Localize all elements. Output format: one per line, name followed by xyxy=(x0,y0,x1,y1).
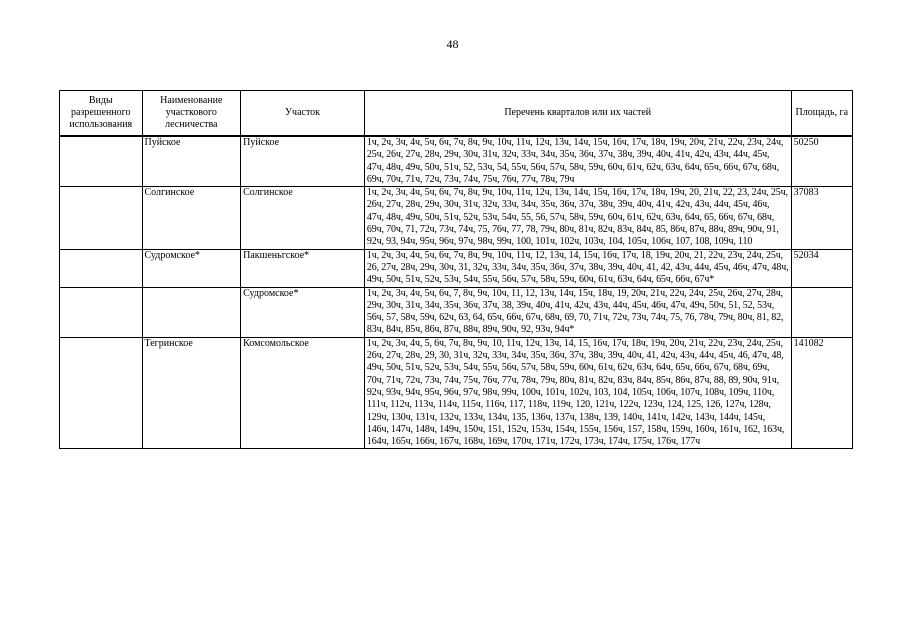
header-use-type: Виды разрешенного использования xyxy=(60,91,143,137)
cell-area: 50250 xyxy=(791,136,852,187)
cell-use-type xyxy=(60,287,143,337)
cell-forestry xyxy=(142,287,241,337)
cell-section: Солгинское xyxy=(241,187,365,249)
cell-use-type xyxy=(60,249,143,287)
cell-area: 141082 xyxy=(791,337,852,449)
table-row xyxy=(60,249,853,287)
cell-quarters: 1ч, 2ч, 3ч, 4ч, 5ч, 6ч, 7, 8ч, 9ч, 10ч, 11, 12, 13ч, 14ч, 15ч, 18ч, 19, 20ч, 21ч, 22ч, 24ч, 25ч, 26ч, 27ч, 28ч, 29ч, 30ч, 31ч, 34ч, 35ч, 36ч, 37ч, 38, 39ч, 40ч, 41ч, 42ч, 43ч, 44ч, 45ч, 46ч, 47ч, 49ч, 50ч, 51, 52, 53ч, 56ч, 57, 58ч, 59ч, 62ч, 63, 64, 65ч, 66ч, 67ч, 68ч, 69, 70, 71ч, 72ч, 73ч, 74ч, 75, 76, 78ч, 79ч, 80ч, 81, 82, 83ч, 84ч, 85ч, 86ч, 87ч, 88ч, 89ч, 90ч, 92, 93ч, 94ч* xyxy=(364,287,791,337)
cell-use-type xyxy=(60,136,143,187)
table-row xyxy=(60,287,853,337)
forest-quarters-table xyxy=(59,90,853,449)
header-section: Участок xyxy=(241,91,365,137)
cell-area: 52034 xyxy=(791,249,852,287)
table-row xyxy=(60,337,853,449)
cell-area: 37083 xyxy=(791,187,852,249)
cell-quarters: 1ч, 2ч, 3ч, 4ч, 5ч, 6ч, 7ч, 8ч, 9ч, 10ч, 11ч, 12, 13ч, 14, 15ч, 16ч, 17ч, 18, 19ч, 20ч, 21, 22ч, 23ч, 24ч, 25ч, 26, 27ч, 28ч, 29ч, 30ч, 31, 32ч, 33ч, 34ч, 35ч, 36ч, 37ч, 38ч, 39ч, 40ч, 41, 42, 43ч, 44ч, 45ч, 46ч, 47ч, 48ч, 49ч, 50ч, 51ч, 52ч, 53ч, 54ч, 55ч, 56ч, 57ч, 58ч, 59ч, 60ч, 61ч, 63ч, 64ч, 65ч, 66ч, 67ч* xyxy=(364,249,791,287)
cell-forestry: Тегринское xyxy=(142,337,241,449)
cell-use-type xyxy=(60,187,143,249)
page-number: 48 xyxy=(446,37,459,51)
cell-section: Комсомольское xyxy=(241,337,365,449)
cell-section: Пакшеньгское* xyxy=(241,249,365,287)
cell-area xyxy=(791,287,852,337)
cell-forestry: Судромское* xyxy=(142,249,241,287)
header-forestry: Наименование участкового лесничества xyxy=(142,91,241,137)
cell-quarters: 1ч, 2ч, 3ч, 4ч, 5, 6ч, 7ч, 8ч, 9ч, 10, 11ч, 12ч, 13ч, 14, 15, 16ч, 17ч, 18ч, 19ч, 20ч, 21ч, 22ч, 23ч, 24ч, 25ч, 26ч, 27ч, 28ч, 29, 30, 31ч, 32ч, 33ч, 34ч, 35ч, 36ч, 37ч, 38ч, 39ч, 40ч, 41, 42ч, 43ч, 44ч, 45ч, 46, 47ч, 48, 49ч, 50ч, 51ч, 52ч, 53ч, 54ч, 55ч, 56ч, 57ч, 58ч, 59ч, 60ч, 61ч, 62ч, 63ч, 64ч, 65ч, 66ч, 67ч, 68ч, 69ч, 70ч, 71ч, 72ч, 73ч, 74ч, 75ч, 76ч, 77ч, 78ч, 79ч, 80ч, 81ч, 82ч, 83ч, 84ч, 85ч, 86ч, 87ч, 88, 89, 90ч, 91ч, 92ч, 93ч, 94ч, 95ч, 96ч, 97ч, 98ч, 99ч, 100ч, 101ч, 102ч, 103, 104, 105ч, 106ч, 107ч, 108ч, 109ч, 110ч, 111ч, 112ч, 113ч, 114ч, 115ч, 116ч, 117, 118ч, 119ч, 120, 121ч, 122ч, 123ч, 124, 125, 126, 127ч, 128ч, 129ч, 130ч, 131ч, 132ч, 133ч, 134ч, 135, 136ч, 137ч, 138ч, 139, 140ч, 141ч, 142ч, 143ч, 144ч, 145ч, 146ч, 147ч, 148ч, 149ч, 150ч, 151, 152ч, 153ч, 154ч, 155ч, 156ч, 157, 158ч, 159ч, 160ч, 161ч, 162, 163ч, 164ч, 165ч, 166ч, 167ч, 168ч, 169ч, 170ч, 171ч, 172ч, 173ч, 174ч, 175ч, 176ч, 177ч xyxy=(364,337,791,449)
cell-forestry: Пуйское xyxy=(142,136,241,187)
cell-quarters: 1ч, 2ч, 3ч, 4ч, 5ч, 6ч, 7ч, 8ч, 9ч, 10ч, 11ч, 12ч, 13ч, 14ч, 15ч, 16ч, 17ч, 18ч, 19ч, 20, 21ч, 22, 23, 24ч, 25ч, 26ч, 27ч, 28ч, 29ч, 30ч, 31ч, 32ч, 33ч, 34ч, 35ч, 36ч, 37ч, 38ч, 39ч, 40ч, 41ч, 42ч, 43ч, 44ч, 45ч, 46ч, 47ч, 48ч, 49ч, 50ч, 51ч, 52ч, 53ч, 54ч, 55, 56, 57ч, 58ч, 59ч, 60ч, 61ч, 62ч, 63ч, 64ч, 65, 66ч, 67ч, 68ч, 69ч, 70ч, 71, 72ч, 73ч, 74ч, 75, 76ч, 77, 78, 79ч, 80ч, 81ч, 82ч, 83ч, 84ч, 85, 86ч, 87ч, 88ч, 89ч, 90ч, 91, 92ч, 93, 94ч, 95ч, 96ч, 97ч, 98ч, 99ч, 100, 101ч, 102ч, 103ч, 104, 105ч, 106ч, 107, 108, 109ч, 110 xyxy=(364,187,791,249)
cell-use-type xyxy=(60,337,143,449)
header-area: Площадь, га xyxy=(791,91,852,137)
cell-section: Судромское* xyxy=(241,287,365,337)
cell-section: Пуйское xyxy=(241,136,365,187)
table-row xyxy=(60,136,853,187)
cell-forestry: Солгинское xyxy=(142,187,241,249)
cell-quarters: 1ч, 2ч, 3ч, 4ч, 5ч, 6ч, 7ч, 8ч, 9ч, 10ч, 11ч, 12ч, 13ч, 14ч, 15ч, 16ч, 17ч, 18ч, 19ч, 20ч, 21ч, 22ч, 23ч, 24ч, 25ч, 26ч, 27ч, 28ч, 29ч, 30ч, 31ч, 32ч, 33ч, 34ч, 35ч, 36ч, 37ч, 38ч, 39ч, 40ч, 41ч, 42ч, 43ч, 44ч, 45ч, 47ч, 48ч, 49ч, 50ч, 51ч, 52, 53ч, 54, 55ч, 56ч, 57ч, 58ч, 59ч, 60ч, 61ч, 62ч, 63ч, 64ч, 65ч, 66ч, 67ч, 68ч, 69ч, 70ч, 71ч, 72ч, 73ч, 74ч, 75ч, 76ч, 77ч, 78ч, 79ч xyxy=(364,136,791,187)
table-row xyxy=(60,187,853,249)
table-header-row xyxy=(60,91,853,137)
header-quarters: Перечень кварталов или их частей xyxy=(364,91,791,137)
